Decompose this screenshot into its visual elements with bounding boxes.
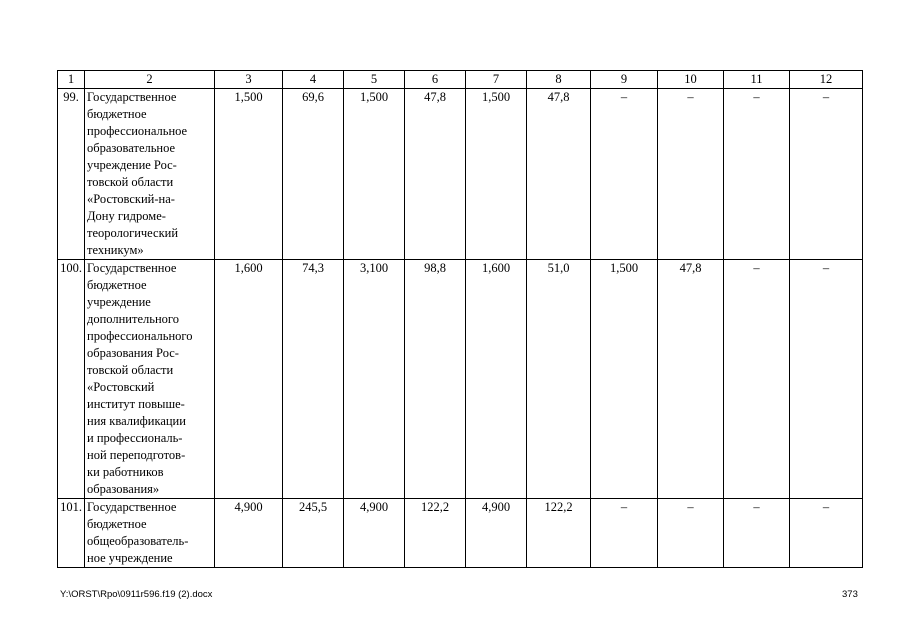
value-cell: – bbox=[658, 499, 724, 568]
institution-name-line: Дону гидроме- bbox=[87, 209, 166, 223]
institution-name-line: ное учреждение bbox=[87, 551, 173, 565]
value-cell: – bbox=[658, 89, 724, 260]
value-cell: 4,900 bbox=[215, 499, 283, 568]
institution-name-line: Государственное bbox=[87, 500, 177, 514]
institution-name-line: ния квалификации bbox=[87, 414, 186, 428]
table-row bbox=[58, 499, 863, 568]
institution-name-line: бюджетное bbox=[87, 278, 147, 292]
footer-page-number: 373 bbox=[842, 589, 858, 600]
row-number: 99. bbox=[58, 89, 85, 260]
institution-name-line: «Ростовский-на- bbox=[87, 192, 175, 206]
value-cell: 1,500 bbox=[344, 89, 405, 260]
column-header: 9 bbox=[591, 71, 658, 89]
institution-name-line: товской области bbox=[87, 175, 174, 189]
institution-name-line: учреждение bbox=[87, 295, 151, 309]
institution-name-line: техникум» bbox=[87, 243, 144, 257]
institution-name-line: и профессиональ- bbox=[87, 431, 183, 445]
column-header: 3 bbox=[215, 71, 283, 89]
value-cell: 4,900 bbox=[466, 499, 527, 568]
institution-name-line: образования» bbox=[87, 482, 160, 496]
table-header-row bbox=[58, 71, 863, 89]
row-number: 101. bbox=[58, 499, 85, 568]
value-cell: 4,900 bbox=[344, 499, 405, 568]
row-number: 100. bbox=[58, 260, 85, 499]
column-header: 4 bbox=[283, 71, 344, 89]
value-cell: 47,8 bbox=[658, 260, 724, 499]
institution-name-line: профессионального bbox=[87, 329, 193, 343]
value-cell: – bbox=[724, 499, 790, 568]
budget-table bbox=[57, 70, 863, 568]
institution-name-line: учреждение Рос- bbox=[87, 158, 177, 172]
value-cell: – bbox=[790, 89, 863, 260]
institution-name-line: ной переподготов- bbox=[87, 448, 186, 462]
value-cell: 47,8 bbox=[405, 89, 466, 260]
value-cell: – bbox=[724, 260, 790, 499]
institution-name-line: ки работников bbox=[87, 465, 164, 479]
institution-name-line: институт повыше- bbox=[87, 397, 185, 411]
value-cell: 47,8 bbox=[527, 89, 591, 260]
institution-name-line: товской области bbox=[87, 363, 174, 377]
column-header: 7 bbox=[466, 71, 527, 89]
institution-name-line: бюджетное bbox=[87, 107, 147, 121]
institution-name-line: Государственное bbox=[87, 261, 177, 275]
value-cell: 69,6 bbox=[283, 89, 344, 260]
column-header: 1 bbox=[58, 71, 85, 89]
column-header: 8 bbox=[527, 71, 591, 89]
institution-name-line: дополнительного bbox=[87, 312, 179, 326]
value-cell: – bbox=[790, 499, 863, 568]
table-row bbox=[58, 260, 863, 499]
column-header: 12 bbox=[790, 71, 863, 89]
institution-name-line: образовательное bbox=[87, 141, 176, 155]
institution-name-line: общеобразователь- bbox=[87, 534, 189, 548]
column-header: 5 bbox=[344, 71, 405, 89]
value-cell: 74,3 bbox=[283, 260, 344, 499]
value-cell: – bbox=[591, 499, 658, 568]
value-cell: 98,8 bbox=[405, 260, 466, 499]
institution-name-line: профессиональное bbox=[87, 124, 188, 138]
column-header: 11 bbox=[724, 71, 790, 89]
institution-name-line: бюджетное bbox=[87, 517, 147, 531]
value-cell: 122,2 bbox=[527, 499, 591, 568]
value-cell: – bbox=[591, 89, 658, 260]
institution-name-line: теорологический bbox=[87, 226, 179, 240]
value-cell: – bbox=[790, 260, 863, 499]
value-cell: 51,0 bbox=[527, 260, 591, 499]
footer-file-path: Y:\ORST\Rpo\0911r596.f19 (2).docx bbox=[60, 589, 213, 600]
institution-name bbox=[85, 499, 215, 568]
institution-name-line: «Ростовский bbox=[87, 380, 155, 394]
column-header: 2 bbox=[85, 71, 215, 89]
institution-name bbox=[85, 89, 215, 260]
value-cell: 1,500 bbox=[215, 89, 283, 260]
column-header: 6 bbox=[405, 71, 466, 89]
value-cell: 1,600 bbox=[466, 260, 527, 499]
institution-name bbox=[85, 260, 215, 499]
institution-name-line: Государственное bbox=[87, 90, 177, 104]
value-cell: 1,500 bbox=[466, 89, 527, 260]
value-cell: 122,2 bbox=[405, 499, 466, 568]
value-cell: – bbox=[724, 89, 790, 260]
value-cell: 3,100 bbox=[344, 260, 405, 499]
document-page bbox=[57, 70, 862, 568]
table-row bbox=[58, 89, 863, 260]
value-cell: 1,600 bbox=[215, 260, 283, 499]
value-cell: 1,500 bbox=[591, 260, 658, 499]
column-header: 10 bbox=[658, 71, 724, 89]
institution-name-line: образования Рос- bbox=[87, 346, 179, 360]
value-cell: 245,5 bbox=[283, 499, 344, 568]
